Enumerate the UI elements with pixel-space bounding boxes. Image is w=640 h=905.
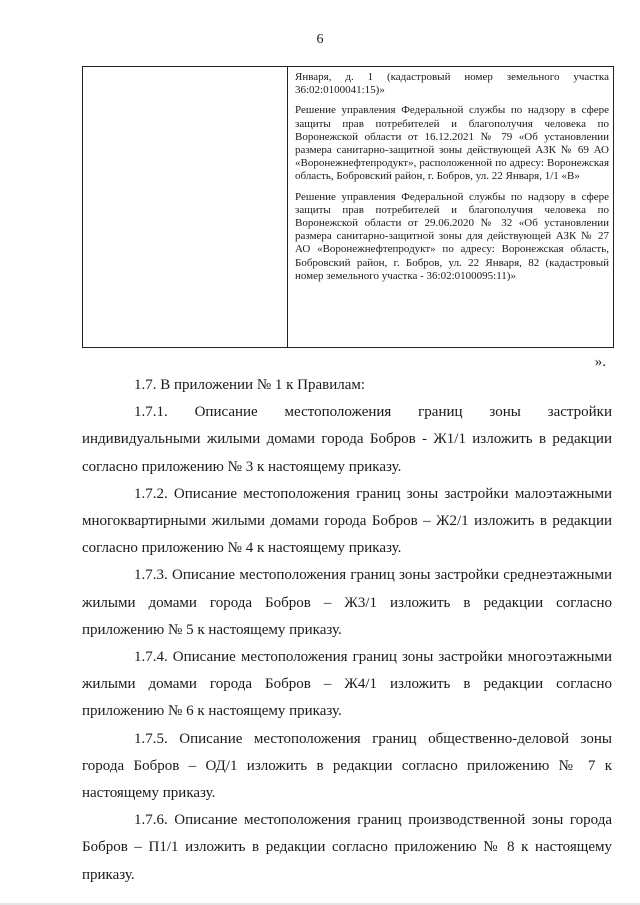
paragraph: 1.7.3. Описание местоположения границ зоны застройки среднеэтажными жилыми домами города Бобров – Ж3/1 изложить в редакции согласно приложению № 5 к настоящему приказу. [82,567,612,638]
page-number: 6 [316,32,324,47]
paragraph: 1.7.1. Описание местоположения границ зоны застройки индивидуальными жилыми домами города Бобров - Ж1/1 изложить в редакции согласно приложению № 3 к настоящему приказу. [82,404,612,475]
paragraph: 1.7. В приложении № 1 к Правилам: [134,377,366,393]
closing-quote: ». [594,354,606,370]
table-cell-paragraph: Решение управления Федеральной службы по надзору в сфере защиты прав потребителей и благополучия человека по Воронежской области от 29.06.2020 № 32 «Об установлении размера санитарно-защитной зоны для действующей АЗК № 27 АО «Воронежнефтепродукт» по адресу: Воронежская область, Бобровский район, г. Бобров, ул. 22 Января, 82 (кадастровый номер земельного участка - 36:02:0100095:11)» [295,190,609,282]
document-table [82,66,614,348]
table-left-cell [83,67,288,347]
document-body [82,372,612,889]
paragraph: 1.7.6. Описание местоположения границ производственной зоны города Бобров – П1/1 изложить в редакции согласно приложению № 8 к настоящему приказу. [82,812,612,883]
paragraph: 1.7.5. Описание местоположения границ общественно-деловой зоны города Бобров – ОД/1 изложить в редакции согласно приложению № 7 к настоящему приказу. [82,730,612,802]
table-right-cell [288,67,613,347]
paragraph: 1.7.4. Описание местоположения границ зоны застройки многоэтажными жилыми домами города Бобров – Ж4/1 изложить в редакции согласно приложению № 6 к настоящему приказу. [82,649,612,720]
table-cell-paragraph: Решение управления Федеральной службы по надзору в сфере защиты прав потребителей и благополучия человека по Воронежской области от 16.12.2021 № 79 «Об установлении размера санитарно-защитной зоны действующей АЗК № 69 АО «Воронежнефтепродукт», расположенной по адресу: Воронежская область, Бобровский район, г. Бобров, ул. 22 Января, 1/1 «В» [295,104,609,183]
paragraph: 1.7.2. Описание местоположения границ зоны застройки малоэтажными многоквартирными жилыми домами города Бобров – Ж2/1 изложить в редакции согласно приложению № 4 к настоящему приказу. [82,485,612,557]
table-cell-paragraph: Января, д. 1 (кадастровый номер земельного участка 36:02:0100041:15)» [295,71,609,97]
